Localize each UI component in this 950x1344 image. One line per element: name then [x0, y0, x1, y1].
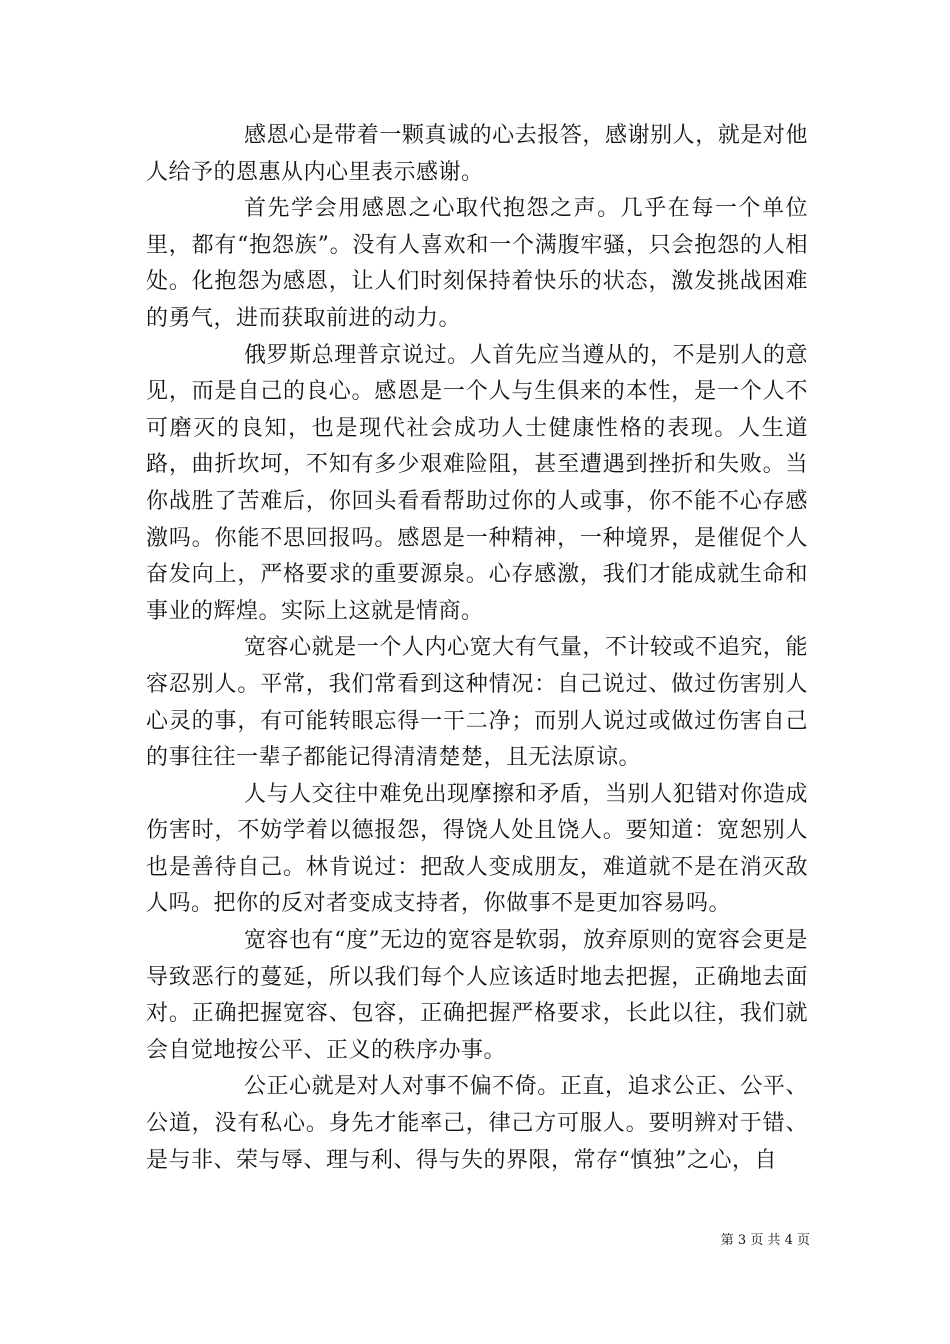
paragraph-interpersonal-friction: 人与人交往中难免出现摩擦和矛盾，当别人犯错对你造成伤害时，不妨学着以德报怨，得饶人处且饶人。要知道：宽恕别人也是善待自己。林肯说过：把敌人变成朋友，难道就不是在消灭敌人吗。把你的反对者变成支持者，你做事不是更加容易吗。	[146, 781, 808, 917]
paragraph-tolerance-definition: 宽容心就是一个人内心宽大有气量，不计较或不追究，能容忍别人。平常，我们常看到这种情况：自己说过、做过伤害别人心灵的事，有可能转眼忘得一干二净；而别人说过或做过伤害自己的事往往一辈子都能记得清清楚楚，且无法原谅。	[146, 635, 808, 771]
paragraph-fairness-definition: 公正心就是对人对事不偏不倚。正直，追求公正、公平、公道，没有私心。身先才能率己，律己方可服人。要明辨对于错、是与非、荣与辱、理与利、得与失的界限，常存“慎独”之心，自	[146, 1074, 808, 1173]
paragraph-putin-quote: 俄罗斯总理普京说过。人首先应当遵从的，不是别人的意见，而是自己的良心。感恩是一个人与生俱来的本性，是一个人不可磨灭的良知，也是现代社会成功人士健康性格的表现。人生道路，曲折坎坷，不知有多少艰难险阻，甚至遭遇到挫折和失败。当你战胜了苦难后，你回头看看帮助过你的人或事，你不能不心存感激吗。你能不思回报吗。感恩是一种精神，一种境界，是催促个人奋发向上，严格要求的重要源泉。心存感激，我们才能成就生命和事业的辉煌。实际上这就是情商。	[146, 342, 808, 624]
page-number-footer: 第 3 页 共 4 页	[720, 1233, 810, 1248]
document-body	[146, 118, 808, 1179]
paragraph-gratitude-definition: 感恩心是带着一颗真诚的心去报答，感谢别人，就是对他人给予的恩惠从内心里表示感谢。	[146, 123, 808, 185]
paragraph-replace-complaint: 首先学会用感恩之心取代抱怨之声。几乎在每一个单位里，都有“抱怨族”。没有人喜欢和一个满腹牢骚，只会抱怨的人相处。化抱怨为感恩，让人们时刻保持着快乐的状态，激发挑战困难的勇气，进而获取前进的动力。	[146, 196, 808, 331]
paragraph-tolerance-limit: 宽容也有“度”无边的宽容是软弱，放弃原则的宽容会更是导致恶行的蔓延，所以我们每个人应该适时地去把握，正确地去面对。正确把握宽容、包容，正确把握严格要求，长此以往，我们就会自觉地按公平、正义的秩序办事。	[146, 928, 808, 1063]
